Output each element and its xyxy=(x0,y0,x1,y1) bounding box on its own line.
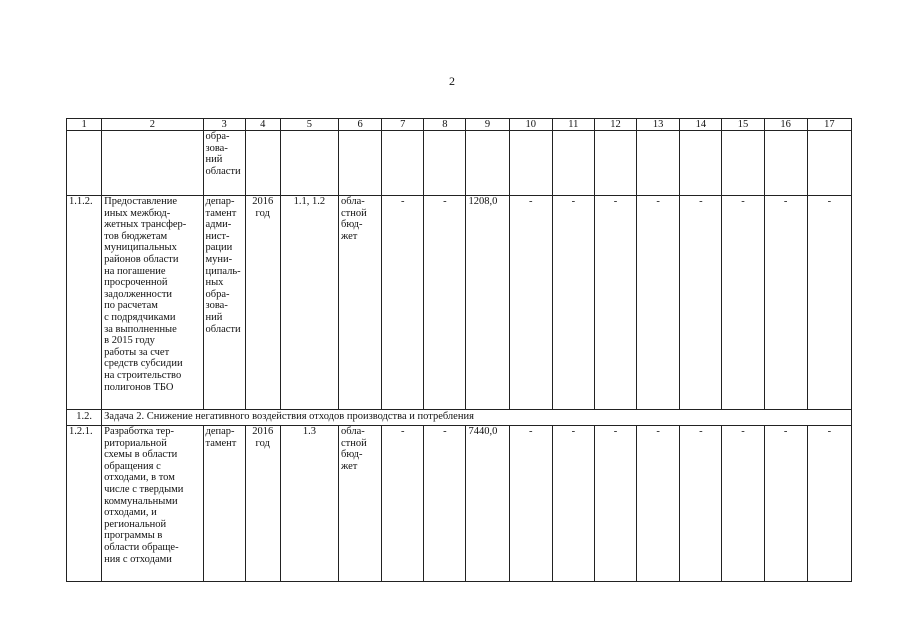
task-title-cell: Задача 2. Снижение негативного воздействия отходов производства и потребления xyxy=(102,410,852,426)
table-cell xyxy=(637,131,680,196)
amount-cell: - xyxy=(382,426,424,582)
indicator-link-cell: 1.3 xyxy=(280,426,338,582)
program-table xyxy=(66,118,852,582)
executor-cell: депар- тамент адми- нист- рации муни- ципаль- ных обра- зова- ний области xyxy=(203,196,245,410)
column-number-cell: 5 xyxy=(280,119,338,131)
task-number-cell: 1.2. xyxy=(67,410,102,426)
period-cell: 2016 год xyxy=(245,196,280,410)
funding-source-cell: обла- стной бюд- жет xyxy=(339,426,382,582)
column-number-cell: 16 xyxy=(764,119,807,131)
column-number-cell: 15 xyxy=(722,119,764,131)
column-number-cell: 12 xyxy=(594,119,636,131)
amount-cell: - xyxy=(509,426,552,582)
column-number-cell: 14 xyxy=(680,119,722,131)
amount-cell: - xyxy=(552,426,594,582)
amount-cell: - xyxy=(764,426,807,582)
table-cell xyxy=(764,131,807,196)
amount-cell: - xyxy=(382,196,424,410)
activity-name-cell: Предоставление иных межбюд- жетных трансфер- тов бюджетам муниципальных районов области на погашение просроченной задолженности по расчетам с подрядчиками за выполненные в 2015 году работы за счет средств субсидии на строительство полигонов ТБО xyxy=(102,196,203,410)
table-cell xyxy=(67,131,102,196)
table-cell xyxy=(509,131,552,196)
table-cell xyxy=(339,131,382,196)
table-cell xyxy=(424,131,466,196)
table-row-continuation xyxy=(67,131,852,196)
table-cell xyxy=(280,131,338,196)
page-number: 2 xyxy=(449,74,455,88)
executor-cell: обра- зова- ний области xyxy=(203,131,245,196)
column-number-header-row xyxy=(67,119,852,131)
table-cell xyxy=(552,131,594,196)
item-number-cell: 1.1.2. xyxy=(67,196,102,410)
column-number-cell: 2 xyxy=(102,119,203,131)
column-number-cell: 11 xyxy=(552,119,594,131)
amount-cell: - xyxy=(552,196,594,410)
amount-cell: - xyxy=(424,426,466,582)
column-number-cell: 17 xyxy=(807,119,851,131)
activity-name-cell: Разработка тер- риториальной схемы в области обращения с отходами, в том числе с твердыми коммунальными отходами, и региональной программы в области обраще- ния с отходами xyxy=(102,426,203,582)
column-number-cell: 7 xyxy=(382,119,424,131)
amount-cell: - xyxy=(637,426,680,582)
item-number-cell: 1.2.1. xyxy=(67,426,102,582)
funding-source-cell: обла- стной бюд- жет xyxy=(339,196,382,410)
amount-cell: - xyxy=(637,196,680,410)
table-row-1-2-1 xyxy=(67,426,852,582)
amount-cell: - xyxy=(680,426,722,582)
amount-cell: - xyxy=(722,426,764,582)
amount-cell: 7440,0 xyxy=(466,426,509,582)
table-cell xyxy=(594,131,636,196)
amount-cell: - xyxy=(807,426,851,582)
table-cell xyxy=(466,131,509,196)
column-number-cell: 3 xyxy=(203,119,245,131)
table-cell xyxy=(382,131,424,196)
amount-cell: - xyxy=(764,196,807,410)
table-cell xyxy=(680,131,722,196)
column-number-cell: 8 xyxy=(424,119,466,131)
table-cell xyxy=(102,131,203,196)
executor-cell: депар- тамент xyxy=(203,426,245,582)
task-row-1-2 xyxy=(67,410,852,426)
amount-cell: - xyxy=(594,426,636,582)
amount-cell: - xyxy=(680,196,722,410)
column-number-cell: 10 xyxy=(509,119,552,131)
table-cell xyxy=(722,131,764,196)
column-number-cell: 6 xyxy=(339,119,382,131)
amount-cell: - xyxy=(509,196,552,410)
column-number-cell: 1 xyxy=(67,119,102,131)
indicator-link-cell: 1.1, 1.2 xyxy=(280,196,338,410)
table-cell xyxy=(807,131,851,196)
amount-cell: - xyxy=(807,196,851,410)
amount-cell: - xyxy=(594,196,636,410)
column-number-cell: 13 xyxy=(637,119,680,131)
column-number-cell: 4 xyxy=(245,119,280,131)
amount-cell: - xyxy=(722,196,764,410)
period-cell: 2016 год xyxy=(245,426,280,582)
amount-cell: 1208,0 xyxy=(466,196,509,410)
table-cell xyxy=(245,131,280,196)
amount-cell: - xyxy=(424,196,466,410)
table-row-1-1-2 xyxy=(67,196,852,410)
column-number-cell: 9 xyxy=(466,119,509,131)
